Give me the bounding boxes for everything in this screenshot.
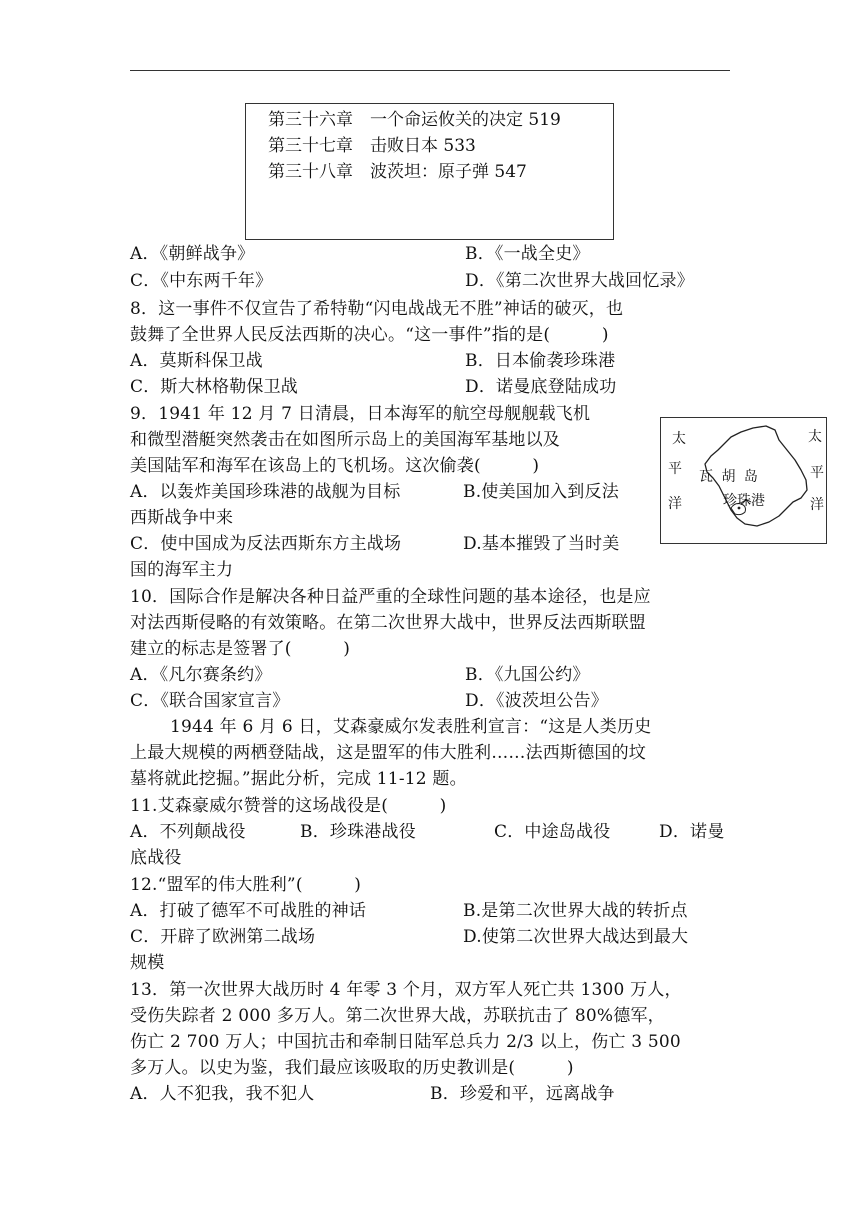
q13-option-b: B．珍爱和平，远离战争 xyxy=(430,1084,615,1104)
header-rule xyxy=(130,70,730,71)
q9-stem: 9．1941 年 12 月 7 日清晨，日本海军的航空母舰舰载飞机 xyxy=(130,404,591,424)
q8-option-d: D．诺曼底登陆成功 xyxy=(465,377,617,397)
q12-option-c: C．开辟了欧洲第二战场 xyxy=(130,927,316,947)
q10-option-d: D．《波茨坦公告》 xyxy=(465,691,608,711)
book-contents-box xyxy=(245,103,614,240)
q12-option-d-cont: 规模 xyxy=(130,953,165,973)
q10-stem: 10．国际合作是解决各种日益严重的全球性问题的基本途径，也是应 xyxy=(130,587,651,607)
q9-option-b: B.使美国加入到反法 xyxy=(463,482,619,502)
q13-stem: 受伤失踪者 2 000 多万人。第二次世界大战，苏联抗击了 80%德军， xyxy=(130,1006,665,1026)
q10-option-c: C．《联合国家宣言》 xyxy=(130,691,290,711)
q12-option-a: A．打破了德军不可战胜的神话 xyxy=(130,901,367,921)
map-left-ocean-char: 平 xyxy=(668,461,682,477)
q8-option-a: A．莫斯科保卫战 xyxy=(130,351,263,371)
q10-option-b: B．《九国公约》 xyxy=(465,665,590,685)
q7-option-b: B．《一战全史》 xyxy=(465,244,590,264)
q8-option-b: B．日本偷袭珍珠港 xyxy=(465,351,616,371)
q9-stem: 美国陆军和海军在该岛上的飞机场。这次偷袭( ) xyxy=(130,456,540,476)
map-island-label: 瓦 胡 岛 xyxy=(699,469,760,485)
contents-line: 第三十七章 击败日本 533 xyxy=(268,136,476,156)
map-harbor-label: 珍珠港 xyxy=(723,493,765,509)
q9-option-b-cont: 西斯战争中来 xyxy=(130,508,234,528)
q11-stem: 11.艾森豪威尔赞誉的这场战役是( ) xyxy=(130,796,447,816)
q8-stem: 鼓舞了全世界人民反法西斯的决心。“这一事件”指的是( ) xyxy=(130,325,609,345)
q13-stem: 伤亡 2 700 万人；中国抗击和牵制日陆军总兵力 2/3 以上，伤亡 3 500 xyxy=(130,1032,681,1052)
contents-line: 第三十六章 一个命运攸关的决定 519 xyxy=(268,110,561,130)
map-right-ocean-char: 平 xyxy=(810,465,824,481)
q12-stem: 12.“盟军的伟大胜利”( ) xyxy=(130,875,362,895)
oahu-map xyxy=(660,417,827,544)
q10-option-a: A．《凡尔赛条约》 xyxy=(130,665,272,685)
q7-option-d: D．《第二次世界大战回忆录》 xyxy=(465,271,694,291)
q7-option-c: C．《中东两千年》 xyxy=(130,271,273,291)
map-left-ocean-char: 洋 xyxy=(668,496,682,512)
q13-stem: 多万人。以史为鉴，我们最应该吸取的历史教训是( ) xyxy=(130,1058,574,1078)
q12-option-b: B.是第二次世界大战的转折点 xyxy=(463,901,688,921)
passage-text: 墓将就此挖掘。”据此分析，完成 11-12 题。 xyxy=(130,769,467,789)
map-right-ocean-char: 洋 xyxy=(810,497,824,513)
q9-option-d-cont: 国的海军主力 xyxy=(130,560,234,580)
contents-line: 第三十八章 波茨坦：原子弹 547 xyxy=(268,162,527,182)
map-right-ocean-char: 太 xyxy=(808,429,822,445)
q8-option-c: C．斯大林格勒保卫战 xyxy=(130,377,299,397)
q9-option-a: A．以轰炸美国珍珠港的战舰为目标 xyxy=(130,482,401,502)
map-left-ocean-char: 太 xyxy=(672,431,686,447)
q11-option-b: B．珍珠港战役 xyxy=(300,822,416,842)
q11-option-c: C．中途岛战役 xyxy=(494,822,611,842)
q11-option-a: A．不列颠战役 xyxy=(130,822,246,842)
q10-stem: 对法西斯侵略的有效策略。在第二次世界大战中，世界反法西斯联盟 xyxy=(130,613,646,633)
q11-option-d: D．诺曼 xyxy=(659,822,725,842)
q10-stem: 建立的标志是签署了( ) xyxy=(130,639,351,659)
passage-text: 上最大规模的两栖登陆战，这是盟军的伟大胜利……法西斯德国的坟 xyxy=(130,743,646,763)
q9-option-c: C．使中国成为反法西斯东方主战场 xyxy=(130,534,402,554)
q11-option-d-cont: 底战役 xyxy=(130,848,182,868)
passage-text: 1944 年 6 月 6 日，艾森豪威尔发表胜利宣言：“这是人类历史 xyxy=(170,717,652,737)
q13-stem: 13．第一次世界大战历时 4 年零 3 个月，双方军人死亡共 1300 万人， xyxy=(130,980,682,1000)
q12-option-d: D.使第二次世界大战达到最大 xyxy=(463,927,689,947)
q13-option-a: A．人不犯我，我不犯人 xyxy=(130,1084,315,1104)
q9-option-d: D.基本摧毁了当时美 xyxy=(463,534,620,554)
q8-stem: 8．这一事件不仅宣告了希特勒“闪电战战无不胜”神话的破灭，也 xyxy=(130,299,624,319)
q9-stem: 和微型潜艇突然袭击在如图所示岛上的美国海军基地以及 xyxy=(130,430,560,450)
q7-option-a: A．《朝鲜战争》 xyxy=(130,244,255,264)
